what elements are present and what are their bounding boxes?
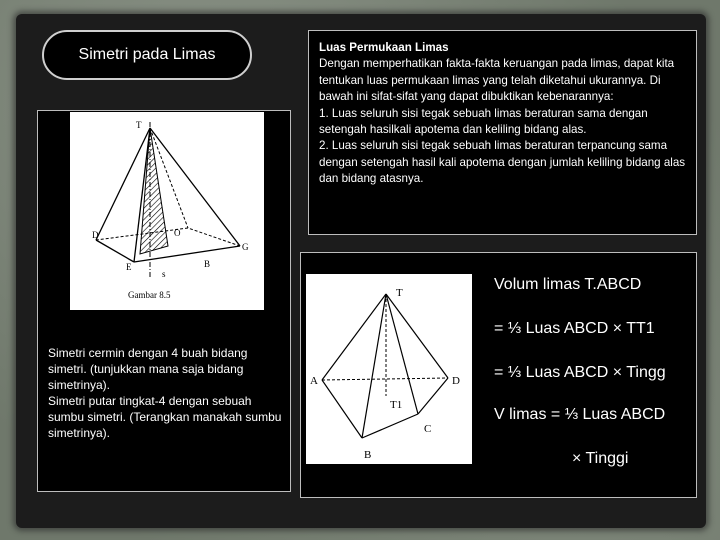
pyramid-symmetry-figure <box>70 112 264 310</box>
base-diagonal-hidden <box>322 378 448 380</box>
label-g: G <box>242 242 249 252</box>
slide-title <box>42 30 252 80</box>
label-e: E <box>126 262 132 272</box>
pyramid-volume-diagram <box>306 274 472 464</box>
rotational-symmetry-text: Simetri putar tingkat-4 dengan sebuah sumbu simetri. (Terangkan manakah sumbu simetrinya). <box>48 394 282 440</box>
lateral-edge <box>362 294 386 438</box>
surface-area-item-2: 2. Luas seluruh sisi tegak sebuah limas beraturan terpancung sama dengan setengah hasil kali apotema dengan jumlah keliling bidang alas dan bidang atasnya. <box>319 139 686 186</box>
surface-area-intro: Dengan memperhatikan fakta-fakta keruangan pada limas, dapat kita tentukan luas permukaan limas yang telah diketahui ukurannya. Di bawah ini sifat-sifat yang dapat dibuktikan kebenarannya: <box>319 57 675 104</box>
figure-caption: Gambar 8.5 <box>128 290 171 300</box>
lateral-edge <box>322 294 386 380</box>
label-a: A <box>310 375 318 387</box>
base-edge <box>96 240 134 262</box>
lateral-edge <box>386 294 418 414</box>
mirror-symmetry-text: Simetri cermin dengan 4 buah bidang simetri. (tunjukkan mana saja bidang simetrinya). <box>48 346 248 392</box>
volume-line-3: = ⅓ Luas ABCD × Tingg <box>494 364 666 381</box>
label-b: B <box>204 259 211 269</box>
volume-line-5: × Tinggi <box>572 450 629 467</box>
volume-line-2: = ⅓ Luas ABCD × TT1 <box>494 320 655 337</box>
surface-area-panel <box>308 30 697 235</box>
pyramid-volume-figure <box>306 274 472 464</box>
label-s: s <box>162 269 166 279</box>
symmetry-description <box>48 345 288 441</box>
label-b: B <box>364 449 372 461</box>
base-edge <box>322 380 362 438</box>
pyramid-symmetry-diagram <box>70 112 264 310</box>
lateral-edge <box>96 128 150 240</box>
slide-title-text: Simetri pada Limas <box>78 46 216 63</box>
label-d: D <box>92 230 99 240</box>
label-d: D <box>452 375 460 387</box>
surface-area-heading: Luas Permukaan Limas <box>319 41 449 54</box>
lateral-edge <box>386 294 448 378</box>
label-c: C <box>424 423 432 435</box>
label-t: T <box>396 287 403 299</box>
base-edge-hidden <box>188 228 240 246</box>
surface-area-item-1: 1. Luas seluruh sisi tegak sebuah limas beraturan sama dengan setengah hasilkali apotema dan keliling bidang alas. <box>319 106 648 137</box>
label-o: O <box>174 228 181 238</box>
volume-line-4: V limas = ⅓ Luas ABCD <box>494 406 666 423</box>
label-t1: T1 <box>390 399 403 411</box>
label-t: T <box>136 120 142 130</box>
base-edge <box>418 378 448 414</box>
volume-line-1: Volum limas T.ABCD <box>494 276 642 293</box>
base-edge <box>362 414 418 438</box>
